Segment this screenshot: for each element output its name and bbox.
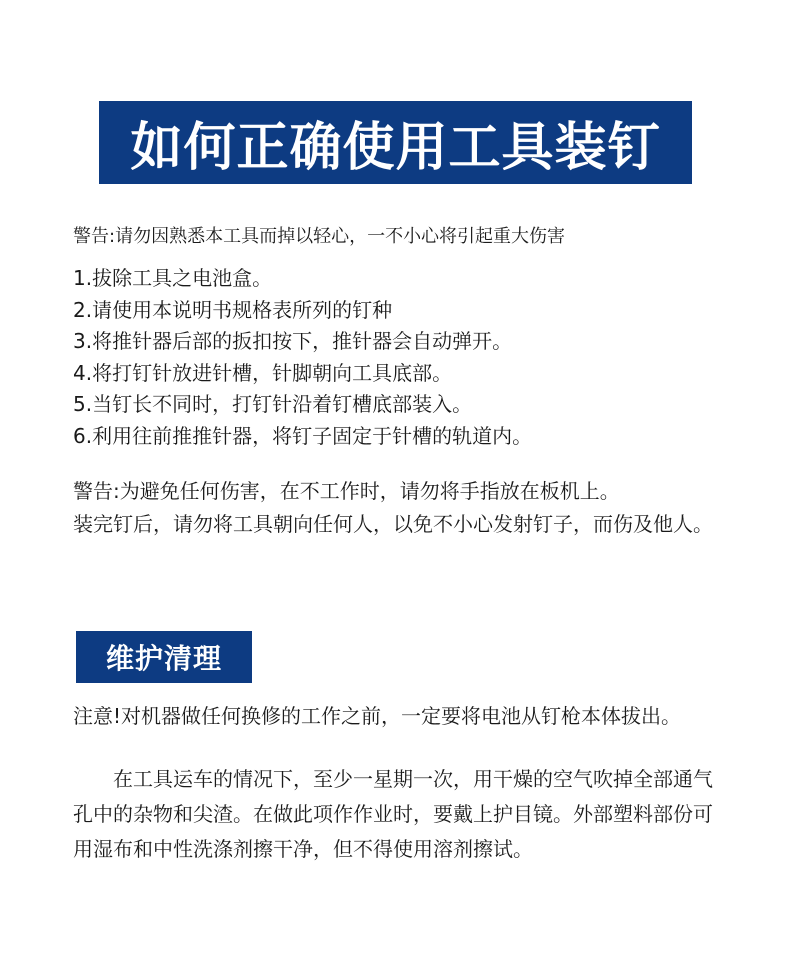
section-banner [76, 631, 252, 683]
warning-top-text: 警告:请勿因熟悉本工具而掉以轻心，一不小心将引起重大伤害 [73, 226, 566, 247]
warning-block [73, 475, 723, 541]
notice-text: 注意!对机器做任何换修的工作之前，一定要将电池从钉枪本体拔出。 [73, 704, 682, 728]
section-title: 维护清理 [105, 642, 222, 675]
warning-aim-text: 装完钉后，请勿将工具朝向任何人，以免不小心发射钉子，而伤及他人。 [73, 512, 713, 536]
steps-list [73, 263, 532, 452]
step-item: 1.拔除工具之电池盒。 [73, 266, 273, 290]
warning-fingers-text: 警告:为避免任何伤害，在不工作时，请勿将手指放在板机上。 [73, 479, 620, 503]
page-title: 如何正确使用工具装钉 [130, 118, 661, 178]
step-item: 6.利用往前推推针器，将钉子固定于针槽的轨道内。 [73, 423, 533, 448]
step-item: 5.当钉长不同时，打钉针沿着钉槽底部装入。 [73, 392, 473, 416]
cleaning-text: 在工具运车的情况下，至少一星期一次，用干燥的空气吹掉全部通气孔中的杂物和尖渣。在做此项作作业时，要戴上护目镜。外部塑料部份可用湿布和中性洗涤剂擦干净，但不得使用溶剂擦试。 [73, 767, 713, 861]
title-banner [99, 101, 692, 184]
step-item: 2.请使用本说明书规格表所列的钉种 [73, 297, 393, 322]
step-item: 4.将打钉针放进针槽，针脚朝向工具底部。 [73, 360, 453, 385]
step-item: 3.将推针器后部的扳扣按下，推针器会自动弹开。 [73, 329, 513, 353]
